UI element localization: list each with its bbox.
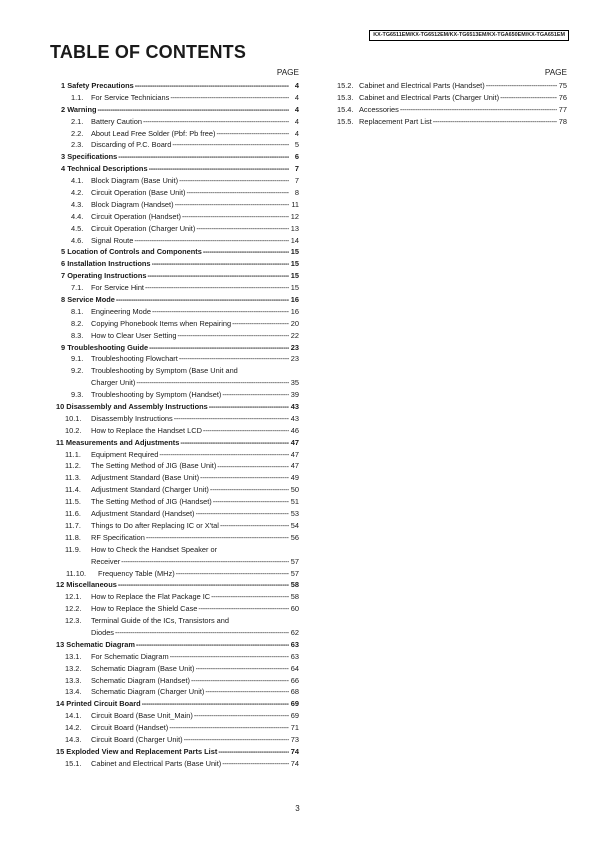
toc-subentry[interactable]: 15.2. Cabinet and Electrical Parts (Handset) ----- 75 [337,80,567,92]
toc-entry[interactable]: 3 Specifications ----- 6 [56,151,299,163]
toc-entry[interactable]: 6 Installation Instructions ----- 15 [56,258,299,270]
toc-subentry[interactable]: 15.5. Replacement Part List ----- 78 [337,116,567,128]
toc-subentry[interactable]: 11.2. The Setting Method of JIG (Base Unit) ----- 47 [56,461,299,473]
toc-subentry[interactable]: 2.2. About Lead Free Solder (Pbf: Pb free) ----- 4 [56,128,299,140]
toc-subentry[interactable]: 11.10. Frequency Table (MHz) ----- 57 [56,568,299,580]
model-number-box: KX-TG6511EM/KX-TG6512EM/KX-TG6513EM/KX-TGA650EM/KX-TGA651EM [369,30,569,41]
toc-subentry[interactable]: 11.5. The Setting Method of JIG (Handset) ----- 51 [56,496,299,508]
toc-subentry[interactable]: 11.1. Equipment Required ----- 47 [56,449,299,461]
toc-subentry[interactable]: 7.1. For Service Hint ----- 15 [56,282,299,294]
toc-subentry[interactable]: 11.3. Adjustment Standard (Base Unit) ----- 49 [56,472,299,484]
toc-subentry[interactable]: 2.3. Discarding of P.C. Board ----- 5 [56,139,299,151]
toc-entry[interactable]: 2 Warning ----- 4 [56,104,299,116]
toc-entry[interactable]: 9 Troubleshooting Guide ----- 23 [56,342,299,354]
toc-subentry[interactable]: 14.2. Circuit Board (Handset) ----- 71 [56,722,299,734]
toc-subentry[interactable]: 13.3. Schematic Diagram (Handset) ----- 66 [56,675,299,687]
toc-entry[interactable]: 14 Printed Circuit Board ----- 69 [56,698,299,710]
toc-subentry-continuation[interactable]: Charger Unit) ----- 35 [56,377,299,389]
toc-subentry-first-line[interactable]: 12.3. Terminal Guide of the ICs, Transistors and [65,616,230,626]
toc-subentry[interactable]: 2.1. Battery Caution ----- 4 [56,116,299,128]
toc-entry[interactable]: 12 Miscellaneous ----- 58 [56,579,299,591]
toc-subentry[interactable]: 8.3. How to Clear User Setting ----- 22 [56,330,299,342]
toc-subentry[interactable]: 4.1. Block Diagram (Base Unit) ----- 7 [56,175,299,187]
toc-entry[interactable]: 7 Operating Instructions ----- 15 [56,270,299,282]
toc-subentry[interactable]: 12.2. How to Replace the Shield Case ----- 60 [56,603,299,615]
toc-subentry[interactable]: 12.1. How to Replace the Flat Package IC ----- 58 [56,591,299,603]
toc-subentry[interactable]: 11.6. Adjustment Standard (Handset) ----- 53 [56,508,299,520]
toc-subentry[interactable]: 4.3. Block Diagram (Handset) ----- 11 [56,199,299,211]
toc-entry[interactable]: 11 Measurements and Adjustments ----- 47 [56,437,299,449]
toc-subentry-continuation[interactable]: Diodes ----- 62 [56,627,299,639]
toc-subentry[interactable]: 15.3. Cabinet and Electrical Parts (Charger Unit) ----- 76 [337,92,567,104]
toc-subentry[interactable]: 9.1. Troubleshooting Flowchart ----- 23 [56,353,299,365]
toc-subentry[interactable]: 13.1. For Schematic Diagram ----- 63 [56,651,299,663]
toc-subentry[interactable]: 11.8. RF Specification ----- 56 [56,532,299,544]
toc-subentry-first-line[interactable]: 9.2. Troubleshooting by Symptom (Base Unit and [71,366,238,376]
toc-entry[interactable]: 5 Location of Controls and Components ----- 15 [56,246,299,258]
toc-subentry[interactable]: 1.1. For Service Technicians ----- 4 [56,92,299,104]
toc-subentry[interactable]: 13.4. Schematic Diagram (Charger Unit) ----- 68 [56,686,299,698]
toc-subentry[interactable]: 8.2. Copying Phonebook Items when Repairing ----- 20 [56,318,299,330]
toc-entry[interactable]: 15 Exploded View and Replacement Parts List ----- 74 [56,746,299,758]
toc-subentry-first-line[interactable]: 11.9. How to Check the Handset Speaker or [65,544,218,554]
page-column-header: PAGE [544,68,567,77]
toc-entry[interactable]: 4 Technical Descriptions ----- 7 [56,163,299,175]
toc-subentry[interactable]: 11.4. Adjustment Standard (Charger Unit) ----- 50 [56,484,299,496]
page-column-header: PAGE [276,68,299,77]
page-number: 3 [295,804,300,813]
toc-subentry[interactable]: 4.2. Circuit Operation (Base Unit) ----- 8 [56,187,299,199]
page-title: TABLE OF CONTENTS [50,42,247,62]
toc-subentry-continuation[interactable]: Receiver ----- 57 [56,556,299,568]
toc-subentry[interactable]: 13.2. Schematic Diagram (Base Unit) ----- 64 [56,663,299,675]
toc-subentry[interactable]: 4.4. Circuit Operation (Handset) ----- 12 [56,211,299,223]
toc-subentry[interactable]: 14.3. Circuit Board (Charger Unit) ----- 73 [56,734,299,746]
toc-column-right [337,66,567,128]
toc-subentry[interactable]: 10.2. How to Replace the Handset LCD ----- 46 [56,425,299,437]
toc-subentry[interactable]: 15.1. Cabinet and Electrical Parts (Base Unit) ----- 74 [56,758,299,770]
toc-column-left [56,66,299,770]
toc-subentry[interactable]: 10.1. Disassembly Instructions ----- 43 [56,413,299,425]
toc-entry[interactable]: 13 Schematic Diagram ----- 63 [56,639,299,651]
toc-entry[interactable]: 1 Safety Precautions ----- 4 [56,80,299,92]
toc-subentry[interactable]: 4.5. Circuit Operation (Charger Unit) ----- 13 [56,223,299,235]
toc-subentry[interactable]: 8.1. Engineering Mode ----- 16 [56,306,299,318]
toc-entry[interactable]: 10 Disassembly and Assembly Instructions ----- 43 [56,401,299,413]
toc-entry[interactable]: 8 Service Mode ----- 16 [56,294,299,306]
toc-subentry[interactable]: 14.1. Circuit Board (Base Unit_Main) ----- 69 [56,710,299,722]
toc-subentry[interactable]: 9.3. Troubleshooting by Symptom (Handset) ----- 39 [56,389,299,401]
toc-subentry[interactable]: 15.4. Accessories ----- 77 [337,104,567,116]
toc-subentry[interactable]: 4.6. Signal Route ----- 14 [56,235,299,247]
toc-subentry[interactable]: 11.7. Things to Do after Replacing IC or X'tal ----- 54 [56,520,299,532]
